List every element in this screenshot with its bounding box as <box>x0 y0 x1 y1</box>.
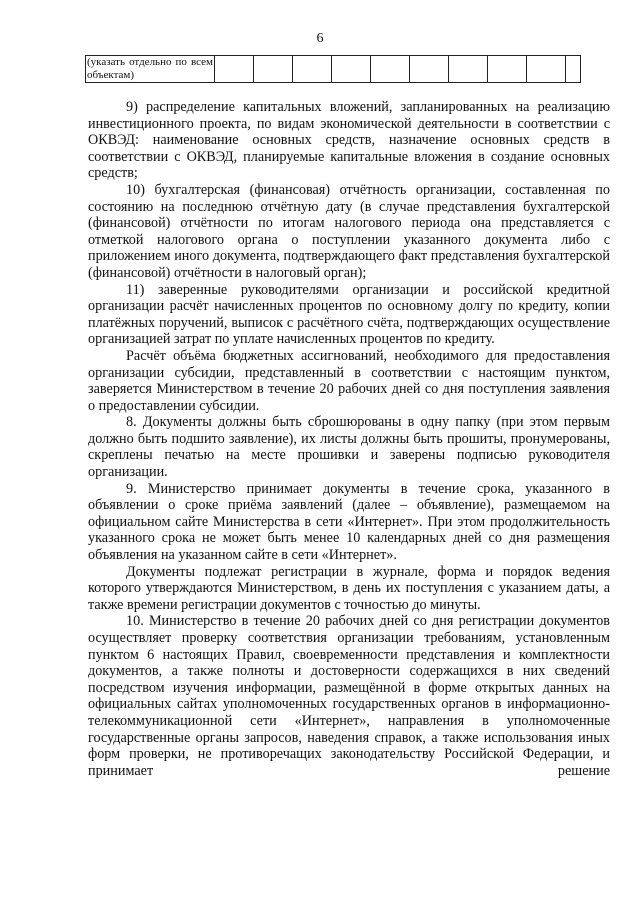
paragraph-budget-calculation: Расчёт объёма бюджетных ассигнований, необходимого для предоставления организации субсидии, представленный в соответствии с настоящим пунктом, заверяется Министерством в течение 20 рабочих дней со дня поступления заявления о предоставлении субсидии. <box>88 347 610 414</box>
paragraph-item-9: 9) распределение капитальных вложений, запланированных на реализацию инвестиционного проекта, по видам экономической деятельности в соответствии с ОКВЭД: наименование основных средств, назначение основных средств в соответствии с ОКВЭД, планируемые капитальные вложения в создание основных средств; <box>88 99 610 182</box>
table-cell-empty <box>371 56 410 83</box>
document-body <box>88 99 610 779</box>
paragraph-item-11: 11) заверенные руководителями организации и российской кредитной организации расчёт начисленных процентов по основному долгу по кредиту, копии платёжных поручений, выписок с расчётного счёта, подтверждающих осуществление организацией затрат по уплате начисленных процентов по кредиту. <box>88 281 610 348</box>
continued-table <box>85 55 581 83</box>
paragraph-clause-9: 9. Министерство принимает документы в течение срока, указанного в объявлении о сроке приёма заявлений (далее – объявление), размещаемом на официальном сайте Министерства в сети «Интернет». При этом продолжительность указанного срока не может быть менее 10 календарных дней со дня размещения объявления на указанном сайте в сети «Интернет». <box>88 480 610 564</box>
table-row <box>86 56 581 83</box>
table-cell-empty <box>566 56 581 83</box>
table-cell-empty <box>488 56 527 83</box>
table-cell-empty <box>215 56 254 83</box>
table-cell-objects-note: (указать отдельно по всем объектам) <box>87 56 213 81</box>
paragraph-clause-8: 8. Документы должны быть сброшюрованы в одну папку (при этом первым должно быть подшито заявление), их листы должны быть прошиты, пронумерованы, скреплены печатью на месте прошивки и заверены подписью руководителя организации. <box>88 414 610 481</box>
table-cell-empty <box>254 56 293 83</box>
paragraph-registration: Документы подлежат регистрации в журнале, форма и порядок ведения которого утверждаются Министерством, в день их поступления с указанием даты, а также времени регистрации документов с точностью до минуты. <box>88 563 610 613</box>
paragraph-clause-10: 10. Министерство в течение 20 рабочих дней со дня регистрации документов осуществляет проверку соответствия организации требованиям, установленным пунктом 6 настоящих Правил, своевременности представления и комплектности документов, а также полноты и достоверности содержащихся в них сведений посредством изучения информации, размещённой в форме открытых данных на официальных сайтах уполномоченных государственных органов в информационно-телекоммуникационной сети «Интернет», направления в уполномоченные государственные органы запросов, наведения справок, а также использования иных форм проверки, не противоречащих законодательству Российской Федерации, и принимает решение <box>88 613 610 779</box>
page-number: 6 <box>316 31 324 46</box>
table-cell-empty <box>410 56 449 83</box>
table-cell-empty <box>527 56 566 83</box>
table-cell-empty <box>449 56 488 83</box>
table-cell-empty <box>332 56 371 83</box>
table-cell-empty <box>293 56 332 83</box>
paragraph-item-10: 10) бухгалтерская (финансовая) отчётность организации, составленная по состоянию на последнюю отчётную дату (в случае представления бухгалтерской (финансовой) отчётности по итогам налогового периода она представляется с отметкой налогового органа о поступлении указанного документа либо с приложением иного документа, подтверждающего факт представления бухгалтерской (финансовой) отчётности в налоговый орган); <box>88 181 610 281</box>
